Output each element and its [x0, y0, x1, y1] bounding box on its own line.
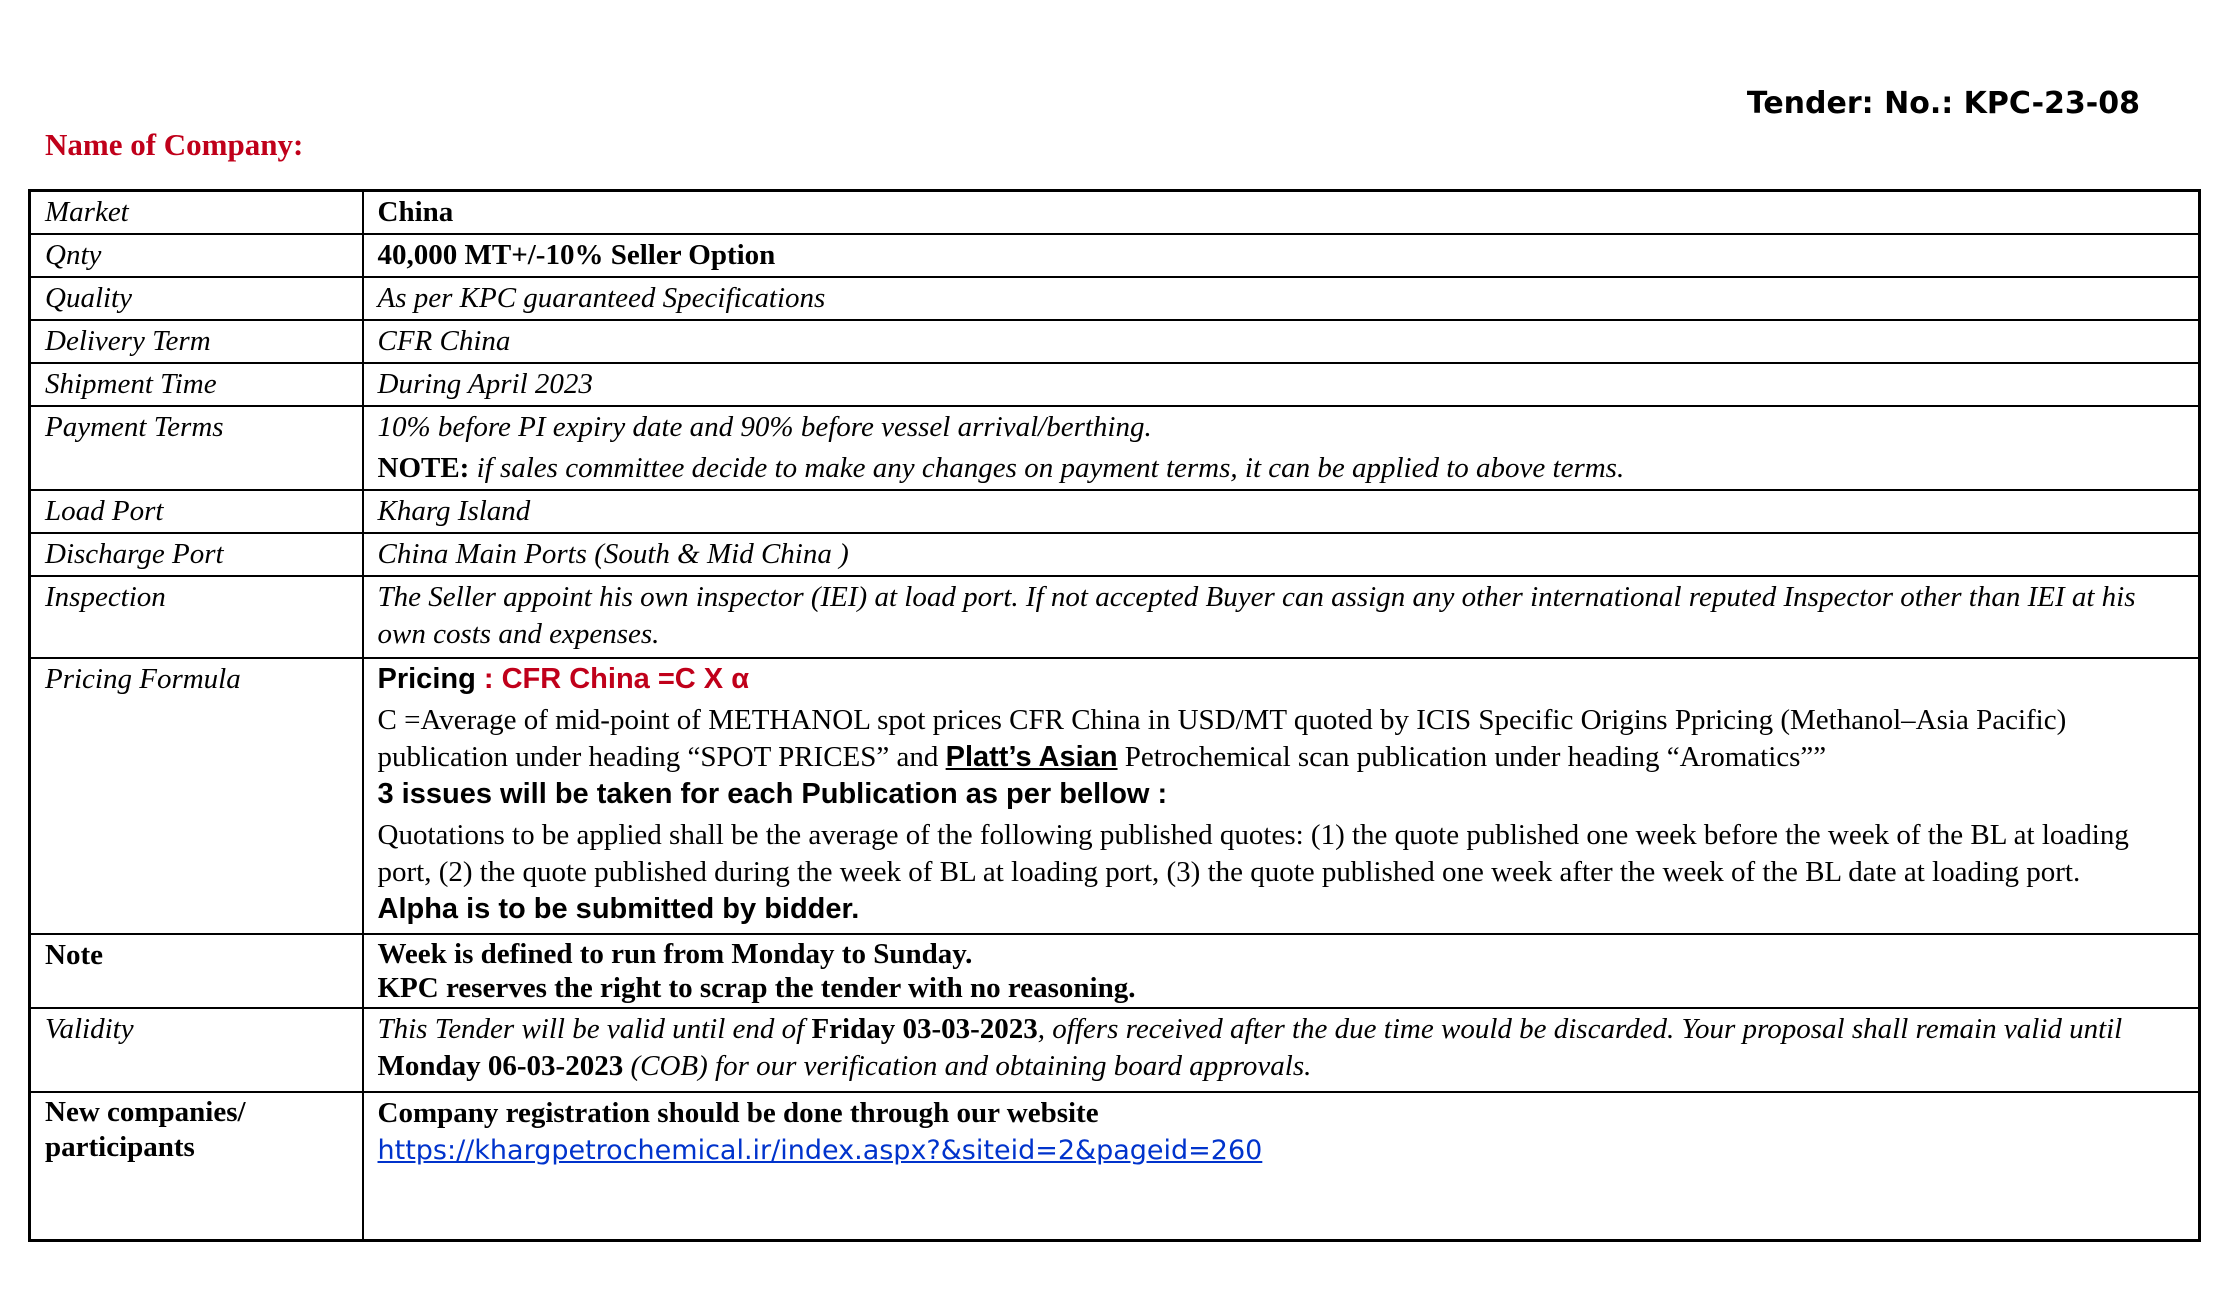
pricing-heading — [378, 661, 2185, 698]
row-label-shipment-time: Shipment Time — [30, 363, 363, 406]
note-line-kpc-rights: KPC reserves the right to scrap the tender with no reasoning. — [377, 972, 1136, 1004]
row-label-delivery-term: Delivery Term — [30, 320, 363, 363]
registration-link[interactable]: https://khargpetrochemical.ir/index.aspx?&siteid=2&pageid=260 — [377, 1135, 1263, 1166]
row-value-quality: As per KPC guaranteed Specifications — [363, 277, 2200, 320]
row-label-market: Market — [30, 191, 363, 235]
row-label-pricing-formula: Pricing Formula — [30, 658, 363, 934]
validity-text-3: (COB) for our verification and obtaining board approvals. — [623, 1050, 1312, 1082]
table-row-pricing-formula — [30, 658, 2200, 934]
row-value-discharge-port: China Main Ports (South & Mid China ) — [363, 533, 2200, 576]
table-row-discharge-port — [30, 533, 2200, 576]
pricing-platts-asian: Platt’s Asian — [945, 741, 1118, 773]
row-label-new-companies: New companies/ participants — [30, 1092, 363, 1241]
table-row-delivery-term — [30, 320, 2200, 363]
row-label-quality: Quality — [30, 277, 363, 320]
payment-terms-line: 10% before PI expiry date and 90% before vessel arrival/berthing. — [377, 411, 1152, 443]
pricing-definition — [378, 702, 2185, 776]
table-row-inspection — [30, 576, 2200, 658]
pricing-issues: 3 issues will be taken for each Publication as per bellow : — [377, 778, 1168, 810]
pricing-heading-black: Pricing — [377, 663, 476, 695]
note-line-week: Week is defined to run from Monday to Sunday. — [377, 938, 973, 970]
row-label-note: Note — [30, 934, 363, 1008]
row-value-pricing-formula — [363, 658, 2200, 934]
validity-text-2: , offers received after the due time would be discarded. Your proposal shall remain valid until — [1037, 1013, 2123, 1045]
pricing-definition-b: Petrochemical scan publication under heading “Aromatics”” — [1117, 741, 1827, 773]
table-row-new-companies — [30, 1092, 2200, 1241]
table-row-note — [30, 934, 2200, 1008]
validity-date-friday: Friday 03-03-2023 — [811, 1013, 1038, 1045]
table-row-qnty — [30, 234, 2200, 277]
table-row-payment-terms — [30, 406, 2200, 490]
validity-text-1: This Tender will be valid until end of — [377, 1013, 812, 1045]
row-value-shipment-time: During April 2023 — [363, 363, 2200, 406]
registration-instruction: Company registration should be done through our website — [377, 1097, 1099, 1129]
table-row-load-port — [30, 490, 2200, 533]
row-label-validity: Validity — [30, 1008, 363, 1092]
table-row-validity — [30, 1008, 2200, 1092]
pricing-heading-formula: : CFR China =C X α — [475, 663, 750, 695]
table-row-shipment-time — [30, 363, 2200, 406]
row-label-discharge-port: Discharge Port — [30, 533, 363, 576]
table-row-quality — [30, 277, 2200, 320]
row-value-note — [363, 934, 2200, 1008]
pricing-definition-a: C =Average of mid-point of METHANOL spot prices CFR China in USD/MT quoted by ICIS Specific Origins Ppricing (Methanol–Asia Pacific) publication under heading “SPOT PRICES” and — [377, 704, 2067, 773]
validity-date-monday: Monday 06-03-2023 — [377, 1050, 624, 1082]
row-value-payment-terms — [363, 406, 2200, 490]
row-value-load-port: Kharg Island — [363, 490, 2200, 533]
row-label-load-port: Load Port — [30, 490, 363, 533]
row-label-payment-terms: Payment Terms — [30, 406, 363, 490]
row-value-inspection: The Seller appoint his own inspector (IEI) at load port. If not accepted Buyer can assign any other international reputed Inspector other than IEI at his own costs and expenses. — [363, 576, 2200, 658]
table-row-market — [30, 191, 2200, 235]
row-label-inspection: Inspection — [30, 576, 363, 658]
tender-number: Tender: No.: KPC-23-08 — [1746, 86, 2140, 121]
row-value-validity — [363, 1008, 2200, 1092]
row-value-market: China — [363, 191, 2200, 235]
row-value-qnty: 40,000 MT+/-10% Seller Option — [363, 234, 2200, 277]
company-name-label: Name of Company: — [45, 127, 304, 162]
row-label-qnty: Qnty — [30, 234, 363, 277]
pricing-alpha: Alpha is to be submitted by bidder. — [377, 893, 860, 925]
payment-note-text: if sales committee decide to make any changes on payment terms, it can be applied to above terms. — [469, 452, 1625, 484]
payment-note-label: NOTE: — [377, 452, 470, 484]
tender-terms-table — [28, 189, 2201, 1242]
pricing-quotations: Quotations to be applied shall be the average of the following published quotes: (1) the quote published one week before the week of the BL at loading port, (2) the quote published during the week of BL at loading port, (3) the quote published one week after the week of the BL date at loading port. — [377, 819, 2129, 888]
row-value-new-companies — [363, 1092, 2200, 1241]
payment-note — [378, 450, 2185, 487]
row-value-delivery-term: CFR China — [363, 320, 2200, 363]
